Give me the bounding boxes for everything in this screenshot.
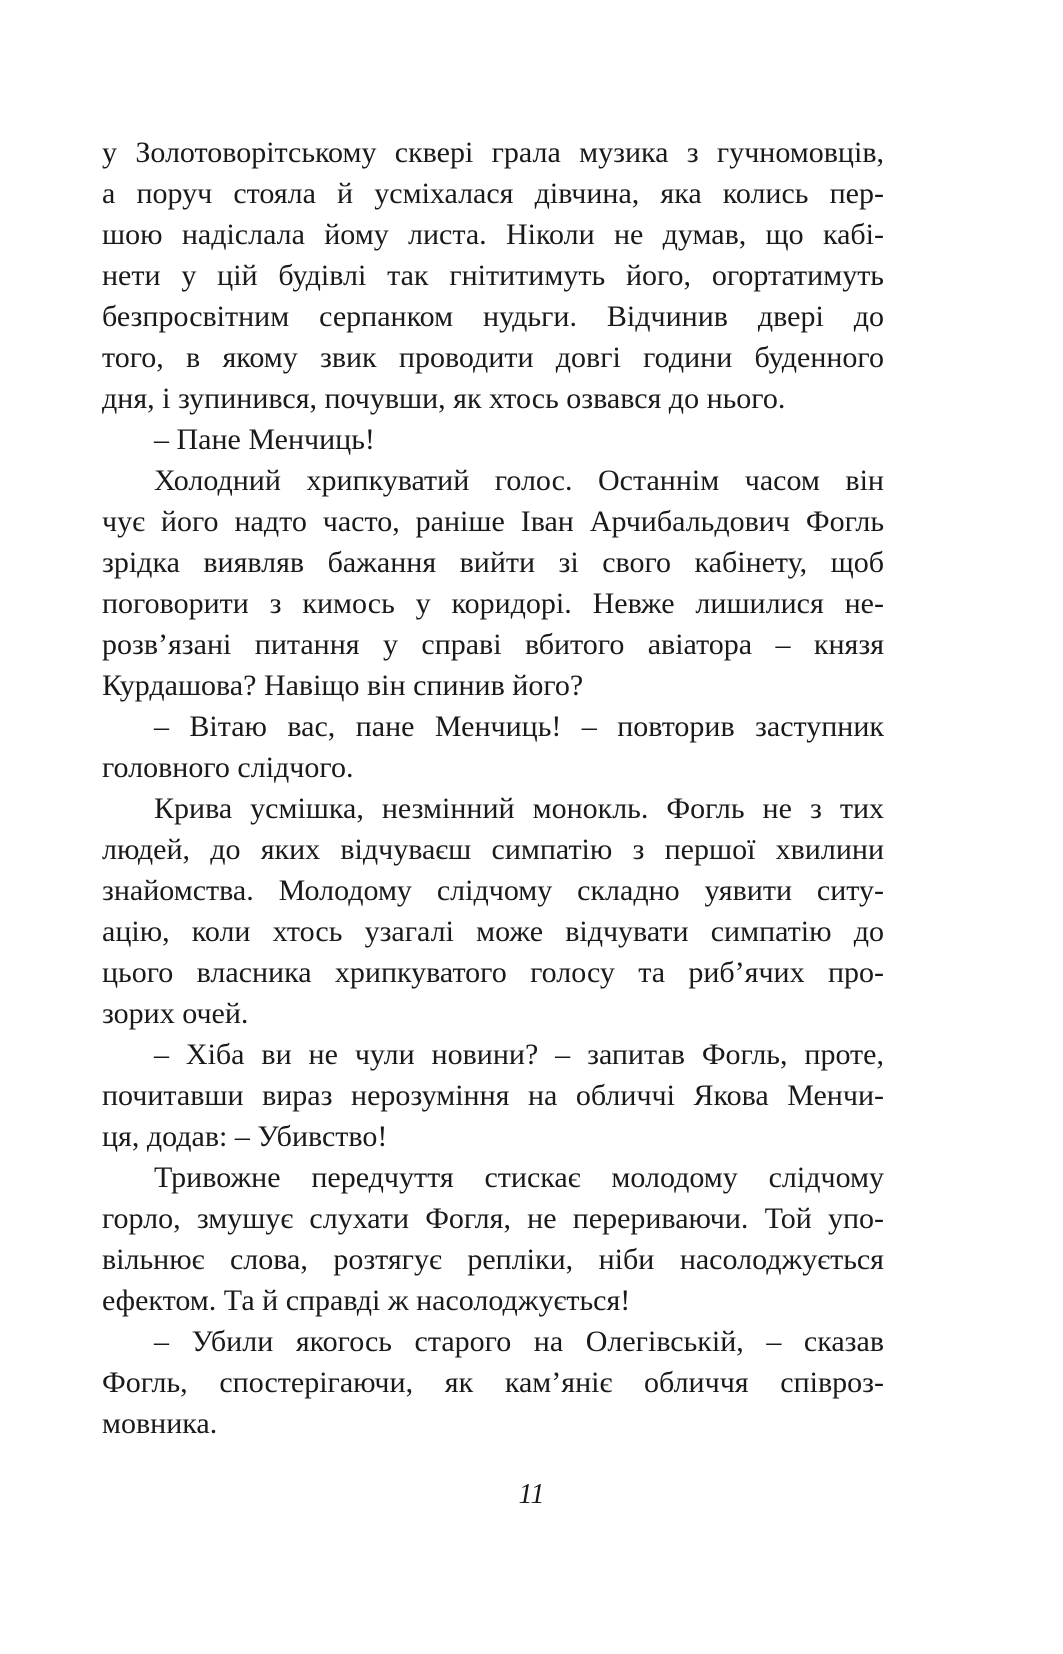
text-line: шою надіслала йому листа. Ніколи не думав, що кабі- <box>102 218 884 251</box>
book-page-text <box>102 132 884 1444</box>
text-line: поговорити з кимось у коридорі. Невже лишилися не- <box>102 587 884 620</box>
text-line: чує його надто часто, раніше Іван Арчибальдович Фогль <box>102 505 884 538</box>
text-line: ефектом. Та й справді ж насолоджується! <box>102 1284 631 1317</box>
text-line: у Золотоворітському сквері грала музика з гучномовців, <box>102 136 884 169</box>
text-line: безпросвітним серпанком нудьги. Відчинив двері до <box>102 300 884 333</box>
text-line: почитавши вираз нерозуміння на обличчі Якова Менчи- <box>102 1079 884 1112</box>
paragraph <box>102 460 884 706</box>
text-line: а поруч стояла й усміхалася дівчина, яка колись пер- <box>102 177 884 210</box>
text-line: Курдашова? Навіщо він спинив його? <box>102 669 584 702</box>
text-line: – Пане Менчиць! <box>154 423 375 456</box>
text-line: ця, додав: – Убивство! <box>102 1120 388 1153</box>
text-line: вільнює слова, розтягує репліки, ніби насолоджується <box>102 1243 884 1276</box>
paragraph <box>102 706 884 788</box>
text-line: – Вітаю вас, пане Менчиць! – повторив заступник <box>154 710 884 743</box>
text-line: Холодний хрипкуватий голос. Останнім часом він <box>154 464 884 497</box>
text-line: – Убили якогось старого на Олегівській, – сказав <box>154 1325 884 1358</box>
text-line: людей, до яких відчуваєш симпатію з першої хвилини <box>102 833 884 866</box>
text-line: зорих очей. <box>102 997 249 1030</box>
paragraph <box>102 1034 884 1157</box>
text-line: Фогль, спостерігаючи, як кам’яніє обличчя співроз- <box>102 1366 884 1399</box>
paragraph <box>102 419 884 460</box>
text-line: горло, змушує слухати Фогля, не перериваючи. Той упо- <box>102 1202 884 1235</box>
page-number: 11 <box>518 1479 545 1510</box>
text-line: головного слідчого. <box>102 751 354 784</box>
paragraph <box>102 788 884 1034</box>
text-line: мовника. <box>102 1407 218 1440</box>
paragraph <box>102 132 884 419</box>
text-line: – Хіба ви не чули новини? – запитав Фогль, проте, <box>154 1038 884 1071</box>
text-line: знайомства. Молодому слідчому складно уявити ситу- <box>102 874 884 907</box>
text-line: розв’язані питання у справі вбитого авіатора – князя <box>102 628 884 661</box>
paragraph <box>102 1157 884 1321</box>
text-line: нети у цій будівлі так гнітитимуть його, огортатимуть <box>102 259 884 292</box>
text-line: Крива усмішка, незмінний монокль. Фогль не з тих <box>154 792 884 825</box>
text-line: цього власника хрипкуватого голосу та риб’ячих про- <box>102 956 884 989</box>
text-line: дня, і зупинився, почувши, як хтось озвався до нього. <box>102 382 786 415</box>
paragraph <box>102 1321 884 1444</box>
text-line: ацію, коли хтось узагалі може відчувати симпатію до <box>102 915 884 948</box>
text-line: Тривожне передчуття стискає молодому слідчому <box>154 1161 884 1194</box>
text-line: того, в якому звик проводити довгі години буденного <box>102 341 884 374</box>
text-line: зрідка виявляв бажання вийти зі свого кабінету, щоб <box>102 546 884 579</box>
